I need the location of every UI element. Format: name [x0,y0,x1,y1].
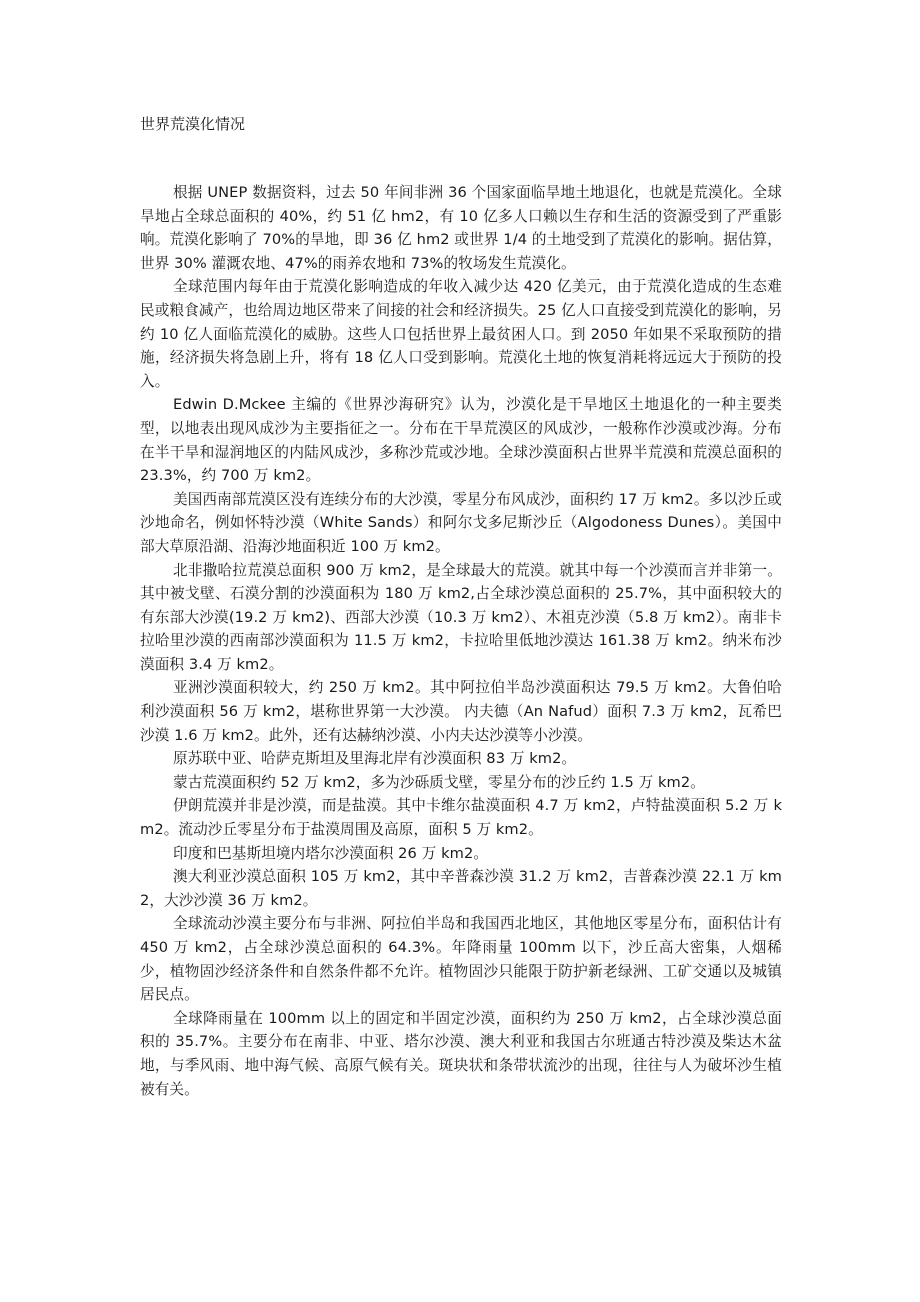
document-title: 世界荒漠化情况 [140,115,246,133]
paragraph-asia: 亚洲沙漠面积较大，约 250 万 km2。其中阿拉伯半岛沙漠面积达 79.5 万 km2。大鲁伯哈利沙漠面积 56 万 km2，堪称世界第一大沙漠。 内夫德（An Nafud）面积 7.3 万 km2，瓦希巴沙漠 1.6 万 km2。此外，还有达赫纳沙漠、小内夫达沙漠等小沙漠。 [140,679,782,744]
paragraph-fixed-dunes: 全球降雨量在 100mm 以上的固定和半固定沙漠，面积约为 250 万 km2，占全球沙漠总面积的 35.7%。主要分布在南非、中亚、塔尔沙漠、澳大利亚和我国古尔班通古特沙漠及柴达木盆地，与季风雨、地中海气候、高原气候有关。斑块状和条带状流沙的出现，往往与人为破坏沙生植被有关。 [140,1009,782,1098]
paragraph-australia: 澳大利亚沙漠总面积 105 万 km2，其中辛普森沙漠 31.2 万 km2，吉普森沙漠 22.1 万 km2，大沙沙漠 36 万 km2。 [140,868,782,909]
paragraph-thar: 印度和巴基斯坦境内塔尔沙漠面积 26 万 km2。 [173,844,489,862]
paragraph-unep-data: 根据 UNEP 数据资料，过去 50 年间非洲 36 个国家面临旱地土地退化，也就是荒漠化。全球旱地占全球总面积的 40%，约 51 亿 hm2，有 10 亿多人口赖以生存和生活的资源受到了严重影响。荒漠化影响了 70%的旱地，即 36 亿 hm2 或世界 1/4 的土地受到了荒漠化的影响。据估算，世界 30% 灌溉农地、47%的雨养农地和 73%的牧场发生荒漠化。 [140,184,782,272]
paragraph-north-africa: 北非撒哈拉荒漠总面积 900 万 km2，是全球最大的荒漠。就其中每一个沙漠而言并非第一。其中被戈壁、石漠分割的沙漠面积为 180 万 km2,占全球沙漠总面积的 25.7%，其中面积较大的有东部大沙漠(19.2 万 km2)、西部大沙漠（10.3 万 km2）、木祖克沙漠（5.8 万 km2）。南非卡拉哈里沙漠的西南部沙漠面积为 11.5 万 km2，卡拉哈里低地沙漠达 161.38 万 km2。纳米布沙漠面积 3.4 万 km2。 [140,561,782,673]
paragraph-usa-southwest: 美国西南部荒漠区没有连续分布的大沙漠，零星分布风成沙，面积约 17 万 km2。多以沙丘或沙地命名，例如怀特沙漠（White Sands）和阿尔戈多尼斯沙丘（Algodoness Dunes）。美国中部大草原沿湖、沿海沙地面积近 100 万 km2。 [140,490,782,555]
paragraph-world-sand-sea: Edwin D.Mckee 主编的《世界沙海研究》认为，沙漠化是干旱地区土地退化的一种主要类型，以地表出现风成沙为主要指征之一。分布在干旱荒漠区的风成沙，一般称作沙漠或沙海。分布在半干旱和湿润地区的内陆风成沙，多称沙荒或沙地。全球沙漠面积占世界半荒漠和荒漠总面积的 23.3%，约 700 万 km2。 [140,396,782,485]
paragraph-central-asia: 原苏联中亚、哈萨克斯坦及里海北岸有沙漠面积 83 万 km2。 [173,750,577,768]
document-page [140,112,782,1101]
paragraph-mobile-dunes: 全球流动沙漠主要分布与非洲、阿拉伯半岛和我国西北地区，其他地区零星分布，面积估计有 450 万 km2，占全球沙漠总面积的 64.3%。年降雨量 100mm 以下，沙丘高大密集，人烟稀少，植物固沙经济条件和自然条件都不允许。植物固沙只能限于防护新老绿洲、工矿交通以及城镇居民点。 [140,915,782,1004]
paragraph-mongolia: 蒙古荒漠面积约 52 万 km2，多为沙砾质戈壁，零星分布的沙丘约 1.5 万 km2。 [173,773,705,791]
document-body [140,181,782,1101]
paragraph-iran: 伊朗荒漠并非是沙漠，而是盐漠。其中卡维尔盐漠面积 4.7 万 km2，卢特盐漠面积 5.2 万 km2。流动沙丘零星分布于盐漠周围及高原，面积 5 万 km2。 [140,797,782,839]
paragraph-economic-loss: 全球范围内每年由于荒漠化影响造成的年收入减少达 420 亿美元，由于荒漠化造成的生态难民或粮食减产，也给周边地区带来了间接的社会和经济损失。25 亿人口直接受到荒漠化的影响，另约 10 亿人面临荒漠化的威胁。这些人口包括世界上最贫困人口。到 2050 年如果不采取预防的措施，经济损失将急剧上升，将有 18 亿人口受到影响。荒漠化土地的恢复消耗将远远大于预防的投入。 [140,278,782,390]
